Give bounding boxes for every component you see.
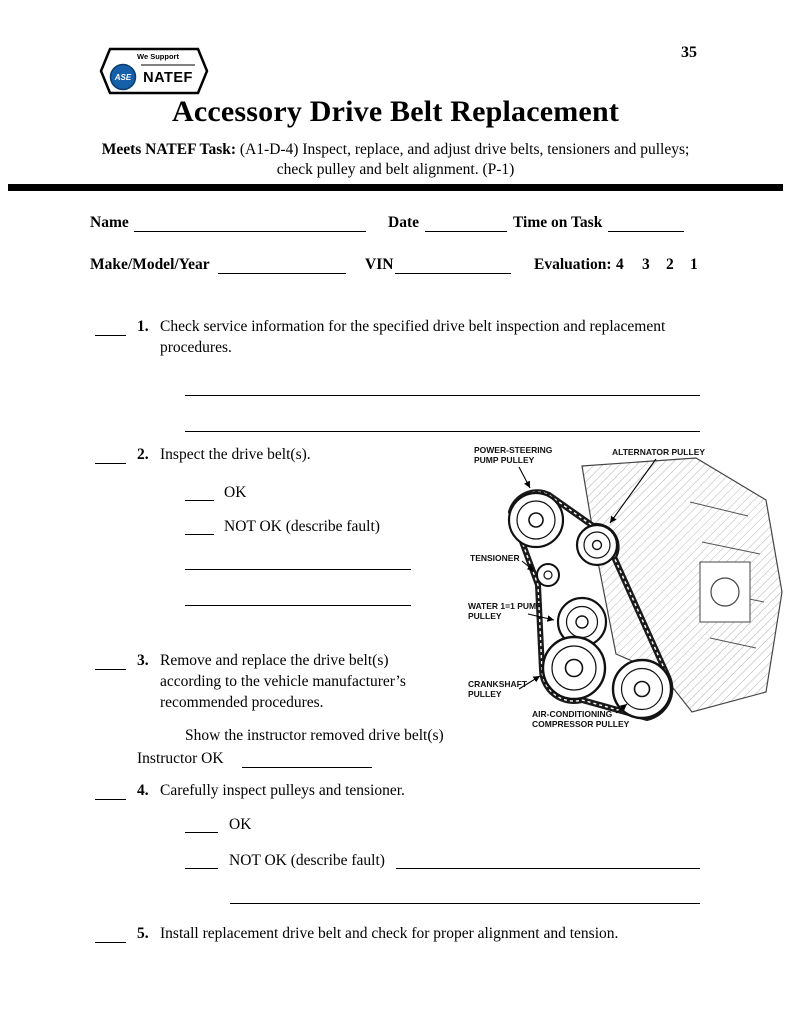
step-1-text-line-2: procedures.: [160, 339, 232, 356]
time-on-task-field[interactable]: [608, 215, 684, 232]
label-tensioner: TENSIONER: [470, 553, 520, 563]
logo-we-support-text: We Support: [137, 52, 179, 61]
step-3-number: 3.: [137, 652, 149, 669]
step-5-number: 5.: [137, 925, 149, 942]
step-2-number: 2.: [137, 446, 149, 463]
date-label: Date: [388, 214, 419, 231]
date-field[interactable]: [425, 215, 507, 232]
name-label: Name: [90, 214, 129, 231]
natef-logo: [93, 40, 215, 102]
instructor-ok-field[interactable]: [242, 751, 372, 768]
label-ac-compressor-pulley: [532, 710, 629, 729]
step-4-not-ok-blank[interactable]: [185, 854, 218, 869]
label-water-pump-line2: PULLEY: [468, 610, 502, 621]
page-title: Accessory Drive Belt Replacement: [171, 95, 620, 128]
page-number: 35: [681, 44, 697, 61]
step-4-text: Carefully inspect pulleys and tensioner.: [160, 782, 405, 799]
step-2-check-blank[interactable]: [95, 448, 126, 464]
label-alternator-pulley: ALTERNATOR PULLEY: [612, 447, 706, 457]
name-field[interactable]: [134, 215, 366, 232]
step-2-ok-label: OK: [224, 484, 247, 501]
alternator-pulley: [577, 525, 617, 565]
step-4-fault-line-1[interactable]: [396, 855, 700, 869]
evaluation-grade-2[interactable]: 2: [666, 256, 674, 273]
step-2-fault-line-1[interactable]: [185, 556, 411, 570]
step-4-ok-label: OK: [229, 816, 252, 833]
label-water-pump-line1: WATER 1=1 PUMP: [468, 601, 542, 611]
engine-belt-diagram: [464, 442, 790, 738]
evaluation-grade-1[interactable]: 1: [690, 256, 698, 273]
step-4-number: 4.: [137, 782, 149, 799]
tensioner-pulley: [537, 564, 559, 586]
step-4-fault-line-2[interactable]: [230, 890, 700, 904]
label-crankshaft-pulley: [468, 680, 527, 699]
step-3-show-instructor-text: Show the instructor removed drive belt(s): [185, 727, 444, 744]
meets-natef-task-label: Meets NATEF Task:: [101, 141, 237, 158]
instructor-ok-label: Instructor OK: [137, 750, 224, 767]
evaluation-label: Evaluation:: [534, 256, 612, 273]
evaluation-grade-3[interactable]: 3: [642, 256, 650, 273]
task-description-1: (A1-D-4) Inspect, replace, and adjust drive belts, tensioners and pulleys;: [239, 141, 690, 158]
step-5-check-blank[interactable]: [95, 927, 126, 943]
ase-icon-text: ASE: [114, 73, 132, 82]
evaluation-grade-4[interactable]: 4: [616, 256, 624, 273]
crankshaft-pulley: [543, 637, 605, 699]
task-line-1: [0, 141, 791, 159]
step-1-answer-line-2[interactable]: [185, 415, 700, 432]
logo-natef-text: NATEF: [143, 70, 193, 86]
step-2-fault-line-2[interactable]: [185, 592, 411, 606]
label-power-steering-pulley: [474, 446, 552, 465]
engine-block: [582, 458, 782, 712]
task-line-2: check pulley and belt alignment. (P-1): [276, 161, 515, 178]
step-3-check-blank[interactable]: [95, 654, 126, 670]
step-2-not-ok-blank[interactable]: [185, 520, 214, 535]
vin-label: VIN: [365, 256, 394, 273]
label-ac-line2: COMPRESSOR PULLEY: [532, 718, 630, 729]
label-crankshaft-line1: CRANKSHAFT: [468, 679, 528, 689]
time-on-task-label: Time on Task: [513, 214, 603, 231]
step-5-text: Install replacement drive belt and check for proper alignment and tension.: [160, 925, 619, 942]
label-water-pump-pulley: [468, 602, 542, 621]
header-rule: [8, 184, 783, 191]
step-3-text-line-1: Remove and replace the drive belt(s): [160, 652, 389, 669]
step-4-ok-blank[interactable]: [185, 818, 218, 833]
step-2-ok-blank[interactable]: [185, 486, 214, 501]
step-3-text-line-2: according to the vehicle manufacturer’s: [160, 673, 406, 690]
make-model-year-label: Make/Model/Year: [90, 256, 210, 273]
step-1-answer-line-1[interactable]: [185, 379, 700, 396]
label-power-steering-line2: PUMP PULLEY: [474, 454, 535, 465]
label-power-steering-line1: POWER-STEERING: [474, 445, 553, 455]
step-1-number: 1.: [137, 318, 149, 335]
make-model-year-field[interactable]: [218, 257, 346, 274]
power-steering-pulley: [509, 493, 563, 547]
vin-field[interactable]: [395, 257, 511, 274]
step-1-check-blank[interactable]: [95, 320, 126, 336]
step-2-not-ok-label: NOT OK (describe fault): [224, 518, 380, 535]
step-4-not-ok-label: NOT OK (describe fault): [229, 852, 385, 869]
step-4-check-blank[interactable]: [95, 784, 126, 800]
step-2-text: Inspect the drive belt(s).: [160, 446, 311, 463]
label-crankshaft-line2: PULLEY: [468, 688, 502, 699]
step-1-text-line-1: Check service information for the specified drive belt inspection and replacement: [160, 318, 666, 335]
step-3-text-line-3: recommended procedures.: [160, 694, 324, 711]
label-ac-line1: AIR-CONDITIONING: [532, 709, 613, 719]
